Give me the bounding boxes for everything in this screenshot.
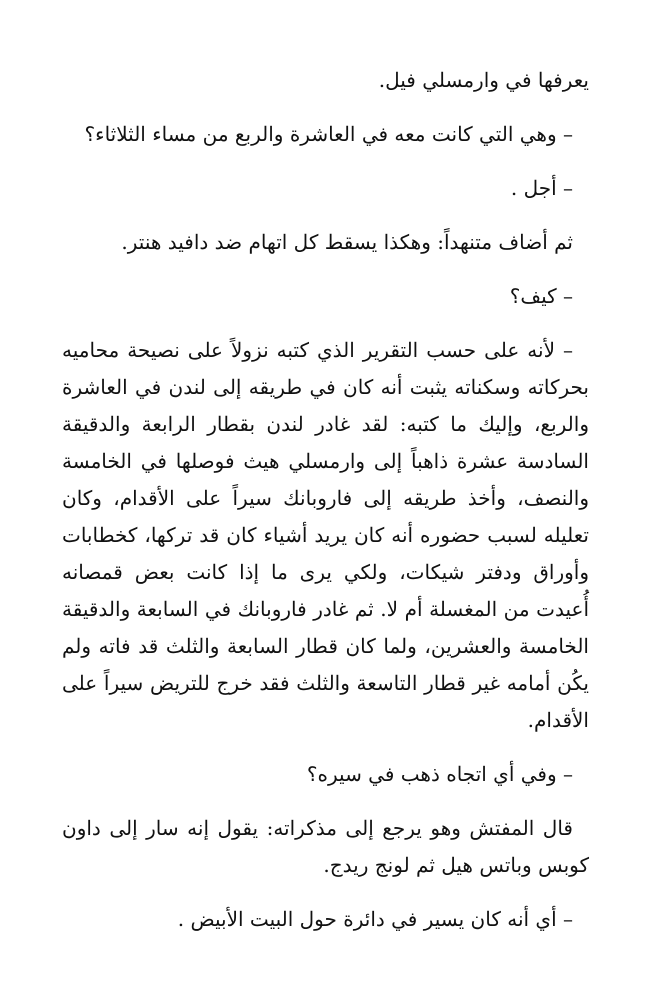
paragraph: يعرفها في وارمسلي فيل. [378, 68, 589, 92]
paragraph: ثم أضاف متنهداً: وهكذا يسقط كل اتهام ضد دافيد هنتر. [121, 230, 573, 254]
paragraph: – لأنه على حسب التقرير الذي كتبه نزولاً على نصيحة محاميه بحركاته وسكناته يثبت أنه كان في طريقه إلى لندن في العاشرة والربع، وإليك ما كتبه: لقد غادر لندن بقطار الرابعة والدقيقة السادسة عشرة ذاهباً إلى وارمسلي هيث فوصلها في الخامسة والنصف، وأخذ طريقه إلى فاروبانك سيراً على الأقدام، وكان تعليله لسبب حضوره أنه كان يريد أشياء كان قد تركها، كخطابات وأوراق ودفتر شيكات، ولكي يرى ما إذا كانت بعض قمصانه أُعيدت من المغسلة أم لا. ثم غادر فاروبانك في السابعة والدقيقة الخامسة والعشرين، ولما كان قطار السابعة والثلث قد فاته ولم يكُن أمامه غير قطار التاسعة والثلث فقد خرج للتريض سيراً على الأقدام. [62, 338, 590, 732]
paragraph: – أي أنه كان يسير في دائرة حول البيت الأبيض . [177, 907, 573, 931]
paragraph: – وفي أي اتجاه ذهب في سيره؟ [306, 762, 573, 786]
paragraph: – أجل . [510, 176, 573, 200]
paragraph: قال المفتش وهو يرجع إلى مذكراته: يقول إنه سار إلى داون كوبس وباتس هيل ثم لونج ريدج. [62, 816, 589, 877]
book-page-body [62, 62, 589, 938]
paragraph: – وهي التي كانت معه في العاشرة والربع من مساء الثلاثاء؟ [84, 122, 573, 146]
paragraph: – كيف؟ [509, 284, 573, 308]
